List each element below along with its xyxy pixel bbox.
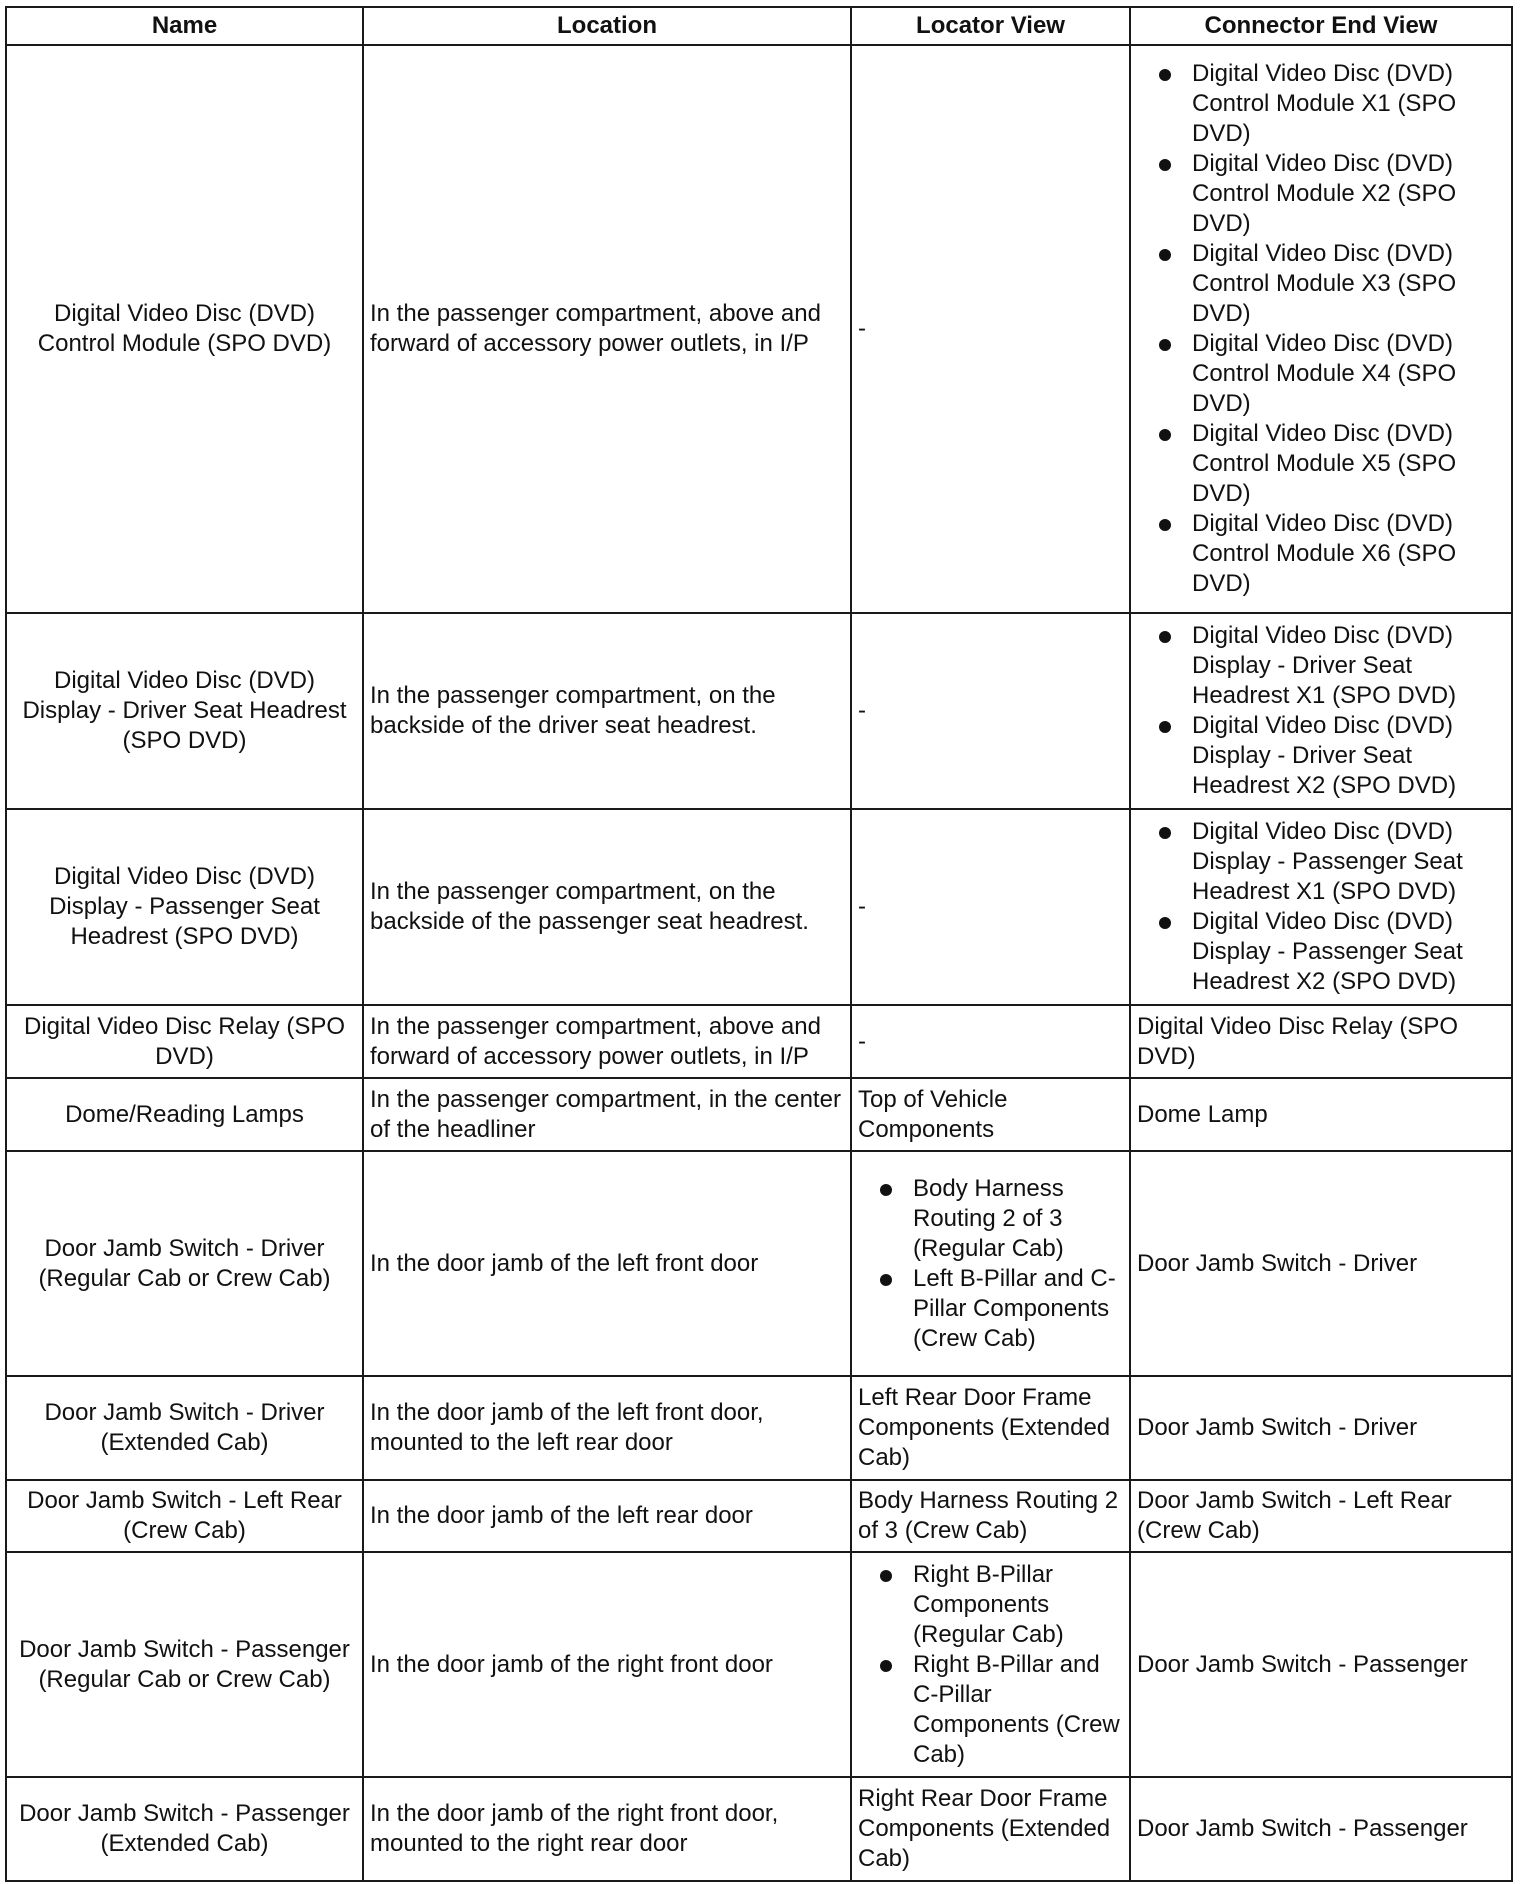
cell-name: Digital Video Disc (DVD) Display - Driver Seat Headrest (SPO DVD) bbox=[6, 613, 363, 809]
cell-location: In the door jamb of the right front door bbox=[363, 1552, 851, 1777]
connector-item[interactable]: Digital Video Disc (DVD) Control Module X2 (SPO DVD) bbox=[1137, 149, 1505, 239]
connector-item[interactable]: Digital Video Disc (DVD) Display - Driver Seat Headrest X2 (SPO DVD) bbox=[1137, 711, 1505, 801]
header-row bbox=[6, 7, 1512, 45]
cell-connector-end-view bbox=[1130, 45, 1512, 613]
cell-name: Door Jamb Switch - Left Rear (Crew Cab) bbox=[6, 1480, 363, 1552]
table-row bbox=[6, 45, 1512, 613]
locator-item[interactable]: Right B-Pillar and C-Pillar Components (Crew Cab) bbox=[858, 1650, 1123, 1770]
cell-locator-view[interactable]: Right Rear Door Frame Components (Extended Cab) bbox=[851, 1777, 1130, 1881]
locator-item[interactable]: Body Harness Routing 2 of 3 (Regular Cab) bbox=[858, 1174, 1123, 1264]
component-locator-table-container bbox=[5, 6, 1513, 1882]
cell-locator-view[interactable]: Body Harness Routing 2 of 3 (Crew Cab) bbox=[851, 1480, 1130, 1552]
connector-list bbox=[1137, 817, 1505, 997]
cell-locator-view[interactable]: Top of Vehicle Components bbox=[851, 1078, 1130, 1151]
header-locator-view: Locator View bbox=[851, 7, 1130, 45]
header-connector-end-view: Connector End View bbox=[1130, 7, 1512, 45]
cell-connector-end-view[interactable]: Door Jamb Switch - Driver bbox=[1130, 1151, 1512, 1376]
table-row bbox=[6, 1078, 1512, 1151]
locator-item[interactable]: Right B-Pillar Components (Regular Cab) bbox=[858, 1560, 1123, 1650]
cell-locator-view: - bbox=[851, 45, 1130, 613]
table-row bbox=[6, 1005, 1512, 1078]
cell-name: Door Jamb Switch - Driver (Extended Cab) bbox=[6, 1376, 363, 1480]
cell-locator-view: - bbox=[851, 809, 1130, 1005]
connector-item[interactable]: Digital Video Disc (DVD) Display - Passenger Seat Headrest X1 (SPO DVD) bbox=[1137, 817, 1505, 907]
connector-item[interactable]: Digital Video Disc (DVD) Display - Driver Seat Headrest X1 (SPO DVD) bbox=[1137, 621, 1505, 711]
locator-list bbox=[858, 1174, 1123, 1354]
cell-location: In the door jamb of the right front door, mounted to the right rear door bbox=[363, 1777, 851, 1881]
connector-item[interactable]: Digital Video Disc (DVD) Control Module X6 (SPO DVD) bbox=[1137, 509, 1505, 599]
table-row bbox=[6, 1480, 1512, 1552]
table-row bbox=[6, 809, 1512, 1005]
cell-location: In the passenger compartment, on the backside of the driver seat headrest. bbox=[363, 613, 851, 809]
cell-connector-end-view[interactable]: Door Jamb Switch - Passenger bbox=[1130, 1552, 1512, 1777]
connector-list bbox=[1137, 621, 1505, 801]
cell-locator-view: - bbox=[851, 613, 1130, 809]
cell-connector-end-view[interactable]: Door Jamb Switch - Driver bbox=[1130, 1376, 1512, 1480]
table-row bbox=[6, 613, 1512, 809]
table-row bbox=[6, 1151, 1512, 1376]
cell-locator-view bbox=[851, 1552, 1130, 1777]
table-row bbox=[6, 1376, 1512, 1480]
cell-location: In the passenger compartment, above and forward of accessory power outlets, in I/P bbox=[363, 45, 851, 613]
cell-name: Digital Video Disc Relay (SPO DVD) bbox=[6, 1005, 363, 1078]
cell-location: In the passenger compartment, on the backside of the passenger seat headrest. bbox=[363, 809, 851, 1005]
header-location: Location bbox=[363, 7, 851, 45]
connector-list bbox=[1137, 59, 1505, 599]
cell-locator-view: - bbox=[851, 1005, 1130, 1078]
cell-location: In the door jamb of the left rear door bbox=[363, 1480, 851, 1552]
connector-item[interactable]: Digital Video Disc (DVD) Control Module X3 (SPO DVD) bbox=[1137, 239, 1505, 329]
cell-name: Door Jamb Switch - Passenger (Regular Cab or Crew Cab) bbox=[6, 1552, 363, 1777]
connector-item[interactable]: Digital Video Disc (DVD) Control Module X4 (SPO DVD) bbox=[1137, 329, 1505, 419]
locator-item[interactable]: Left B-Pillar and C-Pillar Components (Crew Cab) bbox=[858, 1264, 1123, 1354]
connector-item[interactable]: Digital Video Disc (DVD) Display - Passenger Seat Headrest X2 (SPO DVD) bbox=[1137, 907, 1505, 997]
table-row bbox=[6, 1552, 1512, 1777]
cell-locator-view[interactable]: Left Rear Door Frame Components (Extended Cab) bbox=[851, 1376, 1130, 1480]
cell-connector-end-view[interactable]: Dome Lamp bbox=[1130, 1078, 1512, 1151]
locator-list bbox=[858, 1560, 1123, 1770]
component-locator-table bbox=[5, 6, 1513, 1882]
cell-location: In the door jamb of the left front door bbox=[363, 1151, 851, 1376]
cell-connector-end-view bbox=[1130, 613, 1512, 809]
connector-item[interactable]: Digital Video Disc (DVD) Control Module X5 (SPO DVD) bbox=[1137, 419, 1505, 509]
cell-locator-view bbox=[851, 1151, 1130, 1376]
table-row bbox=[6, 1777, 1512, 1881]
cell-name: Digital Video Disc (DVD) Display - Passenger Seat Headrest (SPO DVD) bbox=[6, 809, 363, 1005]
cell-location: In the passenger compartment, above and forward of accessory power outlets, in I/P bbox=[363, 1005, 851, 1078]
cell-name: Door Jamb Switch - Driver (Regular Cab or Crew Cab) bbox=[6, 1151, 363, 1376]
cell-location: In the passenger compartment, in the center of the headliner bbox=[363, 1078, 851, 1151]
cell-connector-end-view[interactable]: Door Jamb Switch - Left Rear (Crew Cab) bbox=[1130, 1480, 1512, 1552]
cell-connector-end-view[interactable]: Door Jamb Switch - Passenger bbox=[1130, 1777, 1512, 1881]
cell-location: In the door jamb of the left front door, mounted to the left rear door bbox=[363, 1376, 851, 1480]
connector-item[interactable]: Digital Video Disc (DVD) Control Module X1 (SPO DVD) bbox=[1137, 59, 1505, 149]
cell-connector-end-view bbox=[1130, 809, 1512, 1005]
cell-name: Digital Video Disc (DVD) Control Module (SPO DVD) bbox=[6, 45, 363, 613]
cell-name: Dome/Reading Lamps bbox=[6, 1078, 363, 1151]
cell-name: Door Jamb Switch - Passenger (Extended Cab) bbox=[6, 1777, 363, 1881]
header-name: Name bbox=[6, 7, 363, 45]
cell-connector-end-view[interactable]: Digital Video Disc Relay (SPO DVD) bbox=[1130, 1005, 1512, 1078]
